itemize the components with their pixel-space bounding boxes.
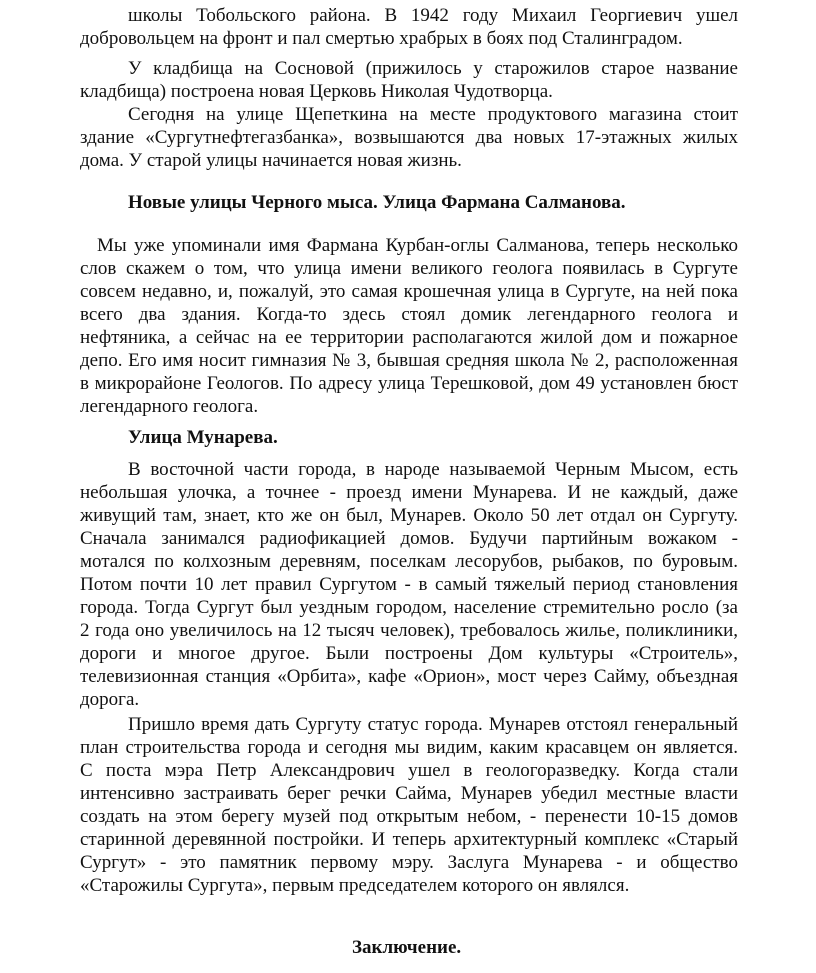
paragraph-line: всего два здания. Когда-то здесь стоял домик легендарного геолога и — [80, 304, 738, 325]
paragraph-line: дороги и многое другое. Были построены Дом культуры «Строитель», — [80, 643, 738, 664]
paragraph-line: легендарного геолога. — [80, 396, 259, 417]
paragraph — [80, 234, 738, 418]
paragraph-line: нефтяника, а сейчас на ее территории располагаются жилой дом и пожарное — [80, 327, 738, 348]
paragraph-line: слов скажем о том, что улица имени великого геолога появилась в Сургуте — [80, 258, 738, 279]
paragraph-line: кладбища) построена новая Церковь Николая Чудотворца. — [80, 81, 553, 102]
paragraph-line: школы Тобольского района. В 1942 году Михаил Георгиевич ушел — [128, 5, 738, 26]
paragraph — [80, 458, 738, 711]
paragraph-line: Сегодня на улице Щепеткина на месте продуктового магазина стоит — [128, 104, 738, 125]
paragraph-line: У кладбища на Сосновой (прижилось у старожилов старое название — [128, 58, 738, 79]
paragraph-line: дома. У старой улицы начинается новая жизнь. — [80, 150, 462, 171]
paragraph-line: Потом почти 10 лет правил Сургутом - в самый тяжелый период становления — [80, 574, 738, 595]
paragraph — [80, 713, 738, 897]
paragraph-line: «Старожилы Сургута», первым председателем которого он являлся. — [80, 875, 630, 896]
paragraph-line: Мы уже упоминали имя Фармана Курбан-оглы Салманова, теперь несколько — [97, 235, 738, 256]
paragraph-line: телевизионная станция «Орбита», кафе «Орион», мост через Сайму, объездная — [80, 666, 738, 687]
paragraph-line: старинной деревянной постройки. И теперь архитектурный комплекс «Старый — [80, 829, 738, 850]
paragraph-line: депо. Его имя носит гимназия № 3, бывшая средняя школа № 2, расположенная — [80, 350, 738, 371]
paragraph-line: живущий там, знает, кто же он был, Мунарев. Около 50 лет отдал он Сургуту. — [80, 505, 738, 526]
paragraph-line: Сургут» - это памятник первому мэру. Заслуга Мунарева - и общество — [80, 852, 738, 873]
paragraph — [80, 4, 738, 50]
paragraph-line: здание «Сургутнефтегазбанка», возвышаются два новых 17-этажных жилых — [80, 127, 738, 148]
paragraph-line: создать на этом берегу музей под открытым небом, - перенести 10-15 домов — [80, 806, 738, 827]
heading-conclusion: Заключение. — [352, 937, 462, 958]
heading-munarev-street: Улица Мунарева. — [128, 427, 278, 448]
paragraph-line: план строительства города и сегодня мы видим, каким красавцем он является. — [80, 737, 738, 758]
heading-salmanov-street: Новые улицы Черного мыса. Улица Фармана Салманова. — [128, 192, 626, 213]
paragraph-line: в микрорайоне Геологов. По адресу улица Терешковой, дом 49 установлен бюст — [80, 373, 738, 394]
paragraph-line: добровольцем на фронт и пал смертью храбрых в боях под Сталинградом. — [80, 28, 683, 49]
paragraph — [80, 57, 738, 103]
paragraph-line: С поста мэра Петр Александрович ушел в геологоразведку. Когда стали — [80, 760, 738, 781]
paragraph-line: Пришло время дать Сургуту статус города. Мунарев отстоял генеральный — [128, 714, 738, 735]
paragraph-line: дорога. — [80, 689, 140, 710]
paragraph-line: интенсивно застраивать берег речки Сайма, Мунарев убедил местные власти — [80, 783, 738, 804]
paragraph-line: мотался по колхозным деревням, поселкам лесорубов, рыбаков, по буровым. — [80, 551, 738, 572]
paragraph-line: совсем недавно, и, пожалуй, это самая крошечная улица в Сургуте, на ней пока — [80, 281, 738, 302]
paragraph-line: Сначала занимался радиофикацией домов. Будучи партийным вожаком - — [80, 528, 738, 549]
paragraph-line: 2 года оно увеличилось на 12 тысяч человек), требовалось жилье, поликлиники, — [80, 620, 738, 641]
paragraph-line: В восточной части города, в народе называемой Черным Мысом, есть — [128, 459, 738, 480]
paragraph — [80, 103, 738, 172]
paragraph-line: небольшая улочка, а точнее - проезд имени Мунарева. И не каждый, даже — [80, 482, 738, 503]
paragraph-line: города. Тогда Сургут был уездным городом, население стремительно росло (за — [80, 597, 738, 618]
